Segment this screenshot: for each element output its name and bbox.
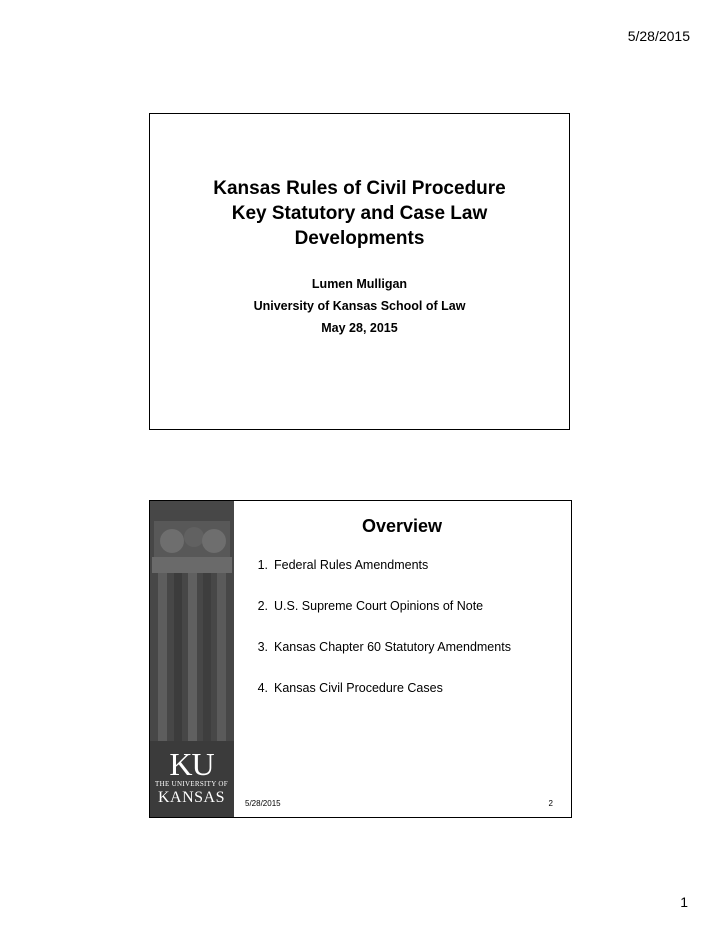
- slide-footer-date: 5/28/2015: [245, 799, 281, 808]
- item-text: U.S. Supreme Court Opinions of Note: [274, 599, 484, 613]
- institution: University of Kansas School of Law: [253, 299, 466, 313]
- item-number: 2.: [257, 599, 268, 613]
- list-item: [246, 680, 511, 721]
- column-image-panel: [150, 501, 233, 817]
- presentation-date: May 28, 2015: [321, 321, 398, 335]
- title-line: Kansas Rules of Civil Procedure: [213, 178, 506, 199]
- item-number: 4.: [257, 681, 268, 695]
- overview-slide: [149, 500, 572, 818]
- list-item: [246, 639, 511, 680]
- title-line: Developments: [294, 228, 425, 249]
- logo-wordmark: KANSAS: [157, 789, 225, 806]
- page-number: 1: [680, 894, 688, 910]
- item-text: Kansas Civil Procedure Cases: [274, 681, 443, 695]
- logo-letters: KU: [169, 746, 214, 782]
- slide-title: Overview: [361, 516, 443, 536]
- author-name: Lumen Mulligan: [311, 277, 408, 291]
- item-number: 3.: [257, 640, 268, 654]
- slide-title: [150, 176, 569, 251]
- slide-number: 2: [548, 799, 553, 808]
- title-slide: [149, 113, 570, 430]
- logo-subtitle: THE UNIVERSITY OF: [155, 780, 228, 788]
- ku-logo: [150, 746, 233, 807]
- list-item: [246, 557, 511, 598]
- title-line: Key Statutory and Case Law: [231, 203, 488, 224]
- author-block: [150, 273, 569, 339]
- item-text: Federal Rules Amendments: [274, 558, 429, 572]
- item-text: Kansas Chapter 60 Statutory Amendments: [274, 640, 511, 654]
- page-date: 5/28/2015: [627, 28, 690, 44]
- item-number: 1.: [257, 558, 268, 572]
- list-item: [246, 598, 511, 639]
- overview-list: [246, 557, 511, 721]
